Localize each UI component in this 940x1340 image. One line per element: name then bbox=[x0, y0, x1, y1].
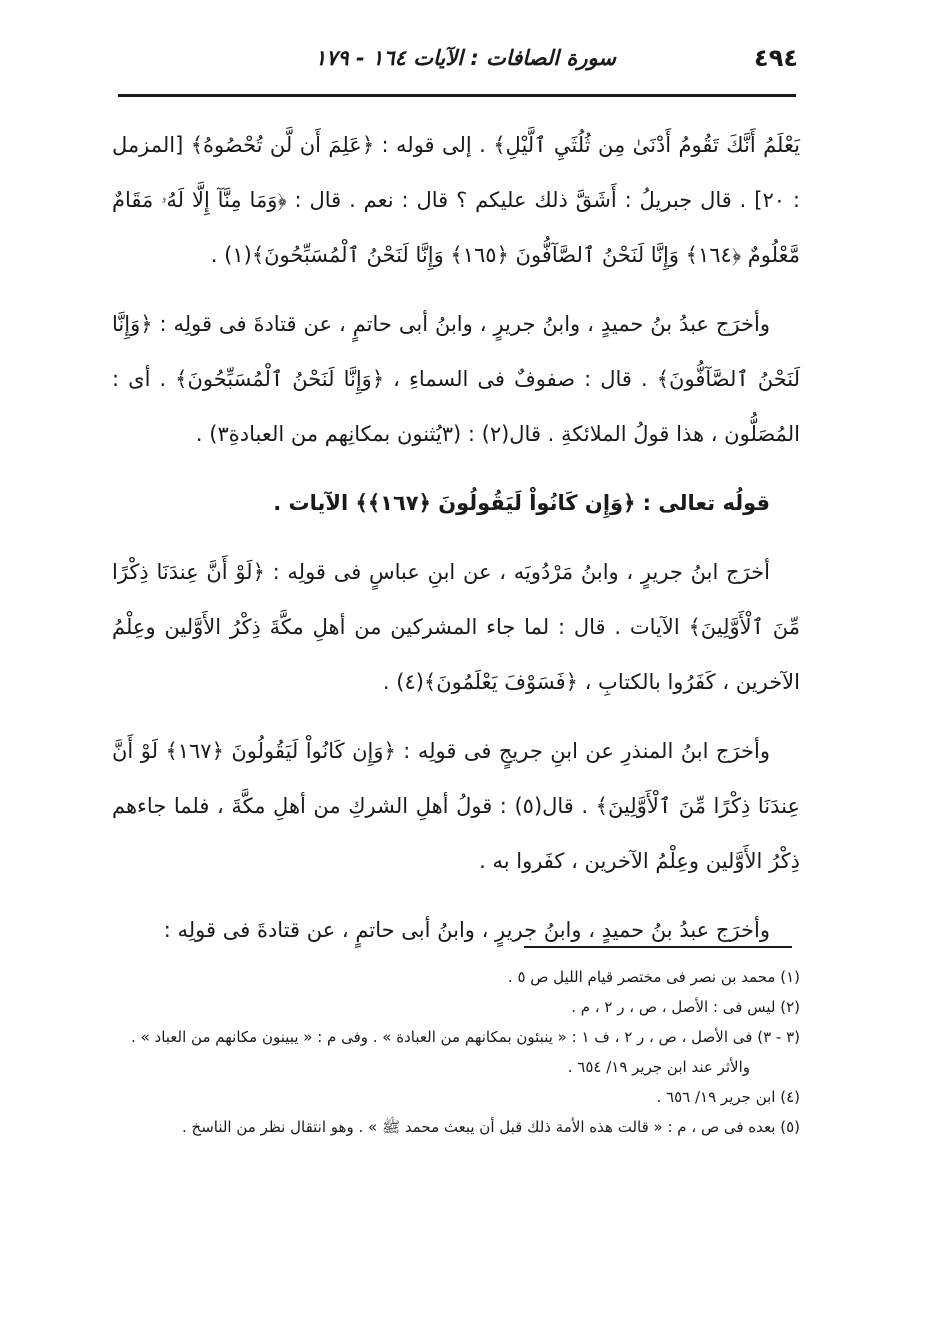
footnotes bbox=[112, 962, 800, 1142]
footnote-4: (٤) ابن جرير ١٩/ ٦٥٦ . bbox=[656, 1088, 800, 1106]
footnote-1: (١) محمد بن نصر فى مختصر قيام الليل ص ٥ . bbox=[507, 968, 800, 986]
header-rule bbox=[118, 94, 796, 97]
paragraph-1: يَعْلَمُ أَنَّكَ تَقُومُ أَدْنَىٰ مِن ثُلُثَيِ ٱلَّيْلِ﴾ . إلى قوله : ﴿عَلِمَ أَن لَّن تُحْصُوهُ﴾ [المزمل : ٢٠] . قال جبريلُ : أَشَقَّ ذلك عليكم ؟ قال : نعم . قال : ﴿وَمَا مِنَّآ إِلَّا لَهُۥ مَقَامٌ مَّعْلُومٌ ﴿١٦٤﴾ وَإِنَّا لَنَحْنُ ٱلصَّآفُّونَ ﴿١٦٥﴾ وَإِنَّا لَنَحْنُ ٱلْمُسَبِّحُونَ﴾(١) . bbox=[112, 133, 800, 267]
paragraph-5: وأخرَج ابنُ المنذرِ عن ابنِ جريجٍ فى قولِه : ﴿وَإِن كَانُواْ لَيَقُولُونَ ﴿١٦٧﴾ لَوْ أَنَّ عِندَنَا ذِكْرًا مِّنَ ٱلْأَوَّلِينَ﴾ . قال(٥) : قولُ أهلِ الشركِ من أهلِ مكَّةَ ، فلما جاءهم ذِكْرُ الأَوَّلين وعِلْمُ الآخرين ، كفَروا به . bbox=[112, 739, 801, 873]
footnote-3: (٣ - ٣) فى الأصل ، ص ، ر ٢ ، ف ١ : « ينبئون بمكانهم من العبادة » . وفى م : « يبينون مكانهم من العباد » . bbox=[131, 1028, 800, 1046]
paragraph-6: وأخرَج عبدُ بنُ حميدٍ ، وابنُ جريرٍ ، وابنُ أبى حاتمٍ ، عن قتادةَ فى قولِه : bbox=[163, 918, 770, 942]
paragraph-2: وأخرَج عبدُ بنُ حميدٍ ، وابنُ جريرٍ ، وابنُ أبى حاتمٍ ، عن قتادةَ فى قولِه : ﴿وَإِنَّا لَنَحْنُ ٱلصَّآفُّونَ﴾ . قال : صفوفٌ فى السماءِ ، ﴿وَإِنَّا لَنَحْنُ ٱلْمُسَبِّحُونَ﴾ . أى : المُصَلُّون ، هذا قولُ الملائكةِ . قال(٢) : (٣يُثنون بمكانِهم من العبادةِ٣) . bbox=[112, 312, 800, 446]
section-heading: قولُه تعالى : ﴿وَإِن كَانُواْ لَيَقُولُونَ ﴿١٦٧﴾﴾ الآيات . bbox=[273, 491, 770, 515]
footnote-rule bbox=[524, 946, 792, 948]
footnote-2: (٢) ليس فى : الأصل ، ص ، ر ٢ ، م . bbox=[571, 998, 800, 1016]
footnote-5: (٥) بعده فى ص ، م : « قالت هذه الأمة ذلك قبل أن يبعث محمد ﷺ » . وهو انتقال نظر من الناسخ . bbox=[181, 1118, 800, 1136]
page-header bbox=[112, 44, 798, 84]
footnote-3-continuation: والأثر عند ابن جرير ١٩/ ٦٥٤ . bbox=[567, 1058, 750, 1076]
running-title: سورة الصافات : الآيات ١٦٤ - ١٧٩ bbox=[314, 46, 616, 70]
page-number: ٤٩٤ bbox=[754, 44, 798, 72]
main-text bbox=[112, 118, 800, 958]
paragraph-4: أخرَج ابنُ جريرٍ ، وابنُ مَرْدُويَه ، عن ابنِ عباسٍ فى قولِه : ﴿لَوْ أَنَّ عِندَنَا ذِكْرًا مِّنَ ٱلْأَوَّلِينَ﴾ الآيات . قال : لما جاء المشركين من أهلِ مكَّةَ ذِكْرُ الأَوَّلين وعِلْمُ الآخرين ، كَفَرُوا بالكتابِ ، ﴿فَسَوْفَ يَعْلَمُونَ﴾(٤) . bbox=[112, 560, 800, 694]
